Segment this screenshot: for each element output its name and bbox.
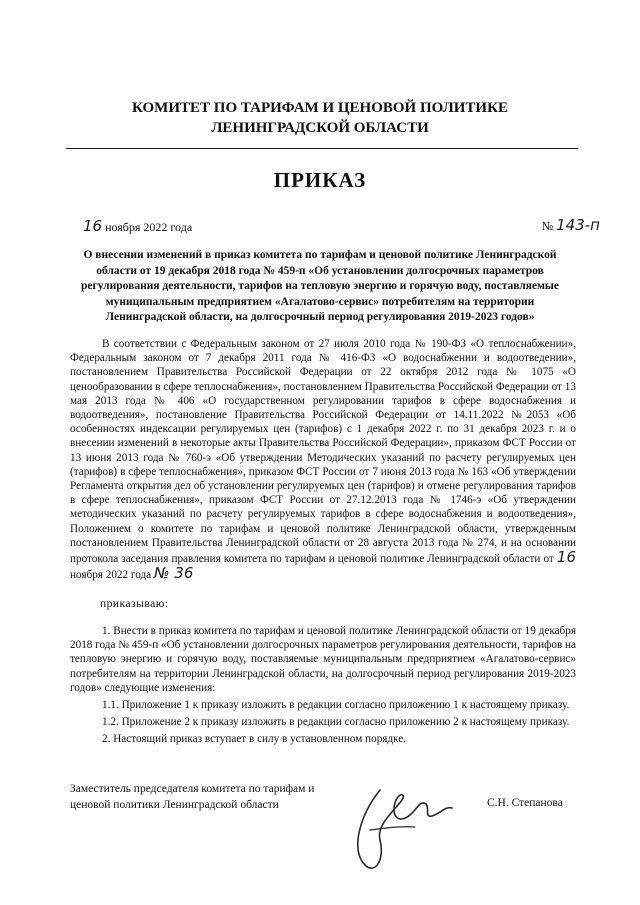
header-line-1: КОМИТЕТ ПО ТАРИФАМ И ЦЕНОВОЙ ПОЛИТИКЕ [132,100,508,116]
order-item-1-2: 1.2. Приложение 2 к приказу изложить в редакции согласно приложению 2 к настоящему приказу. [102,716,570,729]
handwritten-signature [340,770,470,880]
order-word: приказываю: [100,598,169,610]
preamble [70,337,576,582]
header-divider [66,148,578,149]
handwritten-protocol-day: 16 [556,548,576,567]
preamble-paragraph [70,337,576,582]
handwritten-protocol-number: № 36 [153,564,194,583]
position-line-1: Заместитель председателя комитета по тарифам и [70,783,315,795]
order-item-1: 1. Внести в приказ комитета по тарифам и ценовой политике Ленинградской области от 19 декабря 2018 года № 459-п «Об установлении долгосрочных параметров регулирования деятельности, тарифов на тепловую энергию и горячую воду, поставляемые муниципальным предприятием «Агалатово-сервис» потребителям на территории Ленинградской области, на долгосрочный период регулирования 2019-2023 годов» следующие изменения: [70,625,576,694]
committee-header [60,98,580,138]
preamble-text: В соответствии с Федеральным законом от 27 июля 2010 года № 190-ФЗ «О теплоснабжении», Федеральным законом от 7 декабря 2011 года № 416-ФЗ «О водоснабжении и водоотведении», постановлением Правительства Российской Федерации от 22 октября 2012 года № 1075 «О ценообразовании в сфере теплоснабжения», постановлением Правительства Российской Федерации от 13 мая 2013 года № 406 «О государственном регулировании тарифов в сфере водоснабжения и водоотведения», постановление Правительства Российской Федерации от 14.11.2022 №2053 «Об особенностях индексации регулируемых цен (тарифов) с 1 декабря 2022 г. по 31 декабря 2023 г. и о внесении изменений в некоторые акты Правительства Российской Федерации», приказом ФСТ России от 13 июня 2013 года № 760-э «Об утверждении Методических указаний по расчету регулируемых цен (тарифов) в сфере теплоснабжения», приказом ФСТ России от 7 июня 2013 года № 163 «Об утверждении Регламента открытия дел об установлении регулируемых цен (тарифов) и отмене регулирования тарифов в сфере теплоснабжения», приказом ФСТ России от 27.12.2013 года № 1746-э «Об утверждении методических указаний по расчету регулируемых тарифов в сфере водоснабжения и водоотведения», Положением о комитете по тарифам и ценовой политике Ленинградской области, утвержденным постановлением Правительства Ленинградской области от 28 августа 2013 года № 274, и на основании протокола заседания правления комитета по тарифам и ценовой политике Ленинградской области от [70,338,576,566]
order-number [542,216,600,234]
signatory-position [70,781,314,813]
document-title: ПРИКАЗ [273,168,367,192]
handwritten-day: 16 [83,217,103,235]
date-rest: ноября 2022 года [105,220,193,234]
order-item-2: 2. Настоящий приказ вступает в силу в установленном порядке. [102,733,407,746]
order-date [83,217,192,235]
order-subject: О внесении изменений в приказ комитета по тарифам и ценовой политике Ленинградской области от 19 декабря 2018 года № 459-п «Об установлении долгосрочных параметров регулирования деятельности, тарифов на тепловую энергию и горячую воду, поставляемые муниципальным предприятием «Агалатово-сервис» потребителям на территории Ленинградской области, на долгосрочный период регулирования 2019-2023 годов» [80,249,559,323]
preamble-date-rest: ноября 2022 года [70,569,152,582]
number-prefix: № [541,219,554,233]
signatory-name: С.Н. Степанова [487,797,563,809]
order-items [70,624,576,750]
handwritten-number: 143-п [556,216,600,234]
header-line-2: ЛЕНИНГРАДСКОЙ ОБЛАСТИ [211,120,429,136]
order-item-1-1: 1.1. Приложение 1 к приказу изложить в редакции согласно приложению 1 к настоящему приказу. [102,699,570,712]
position-line-2: ценовой политики Ленинградской области [70,799,279,811]
